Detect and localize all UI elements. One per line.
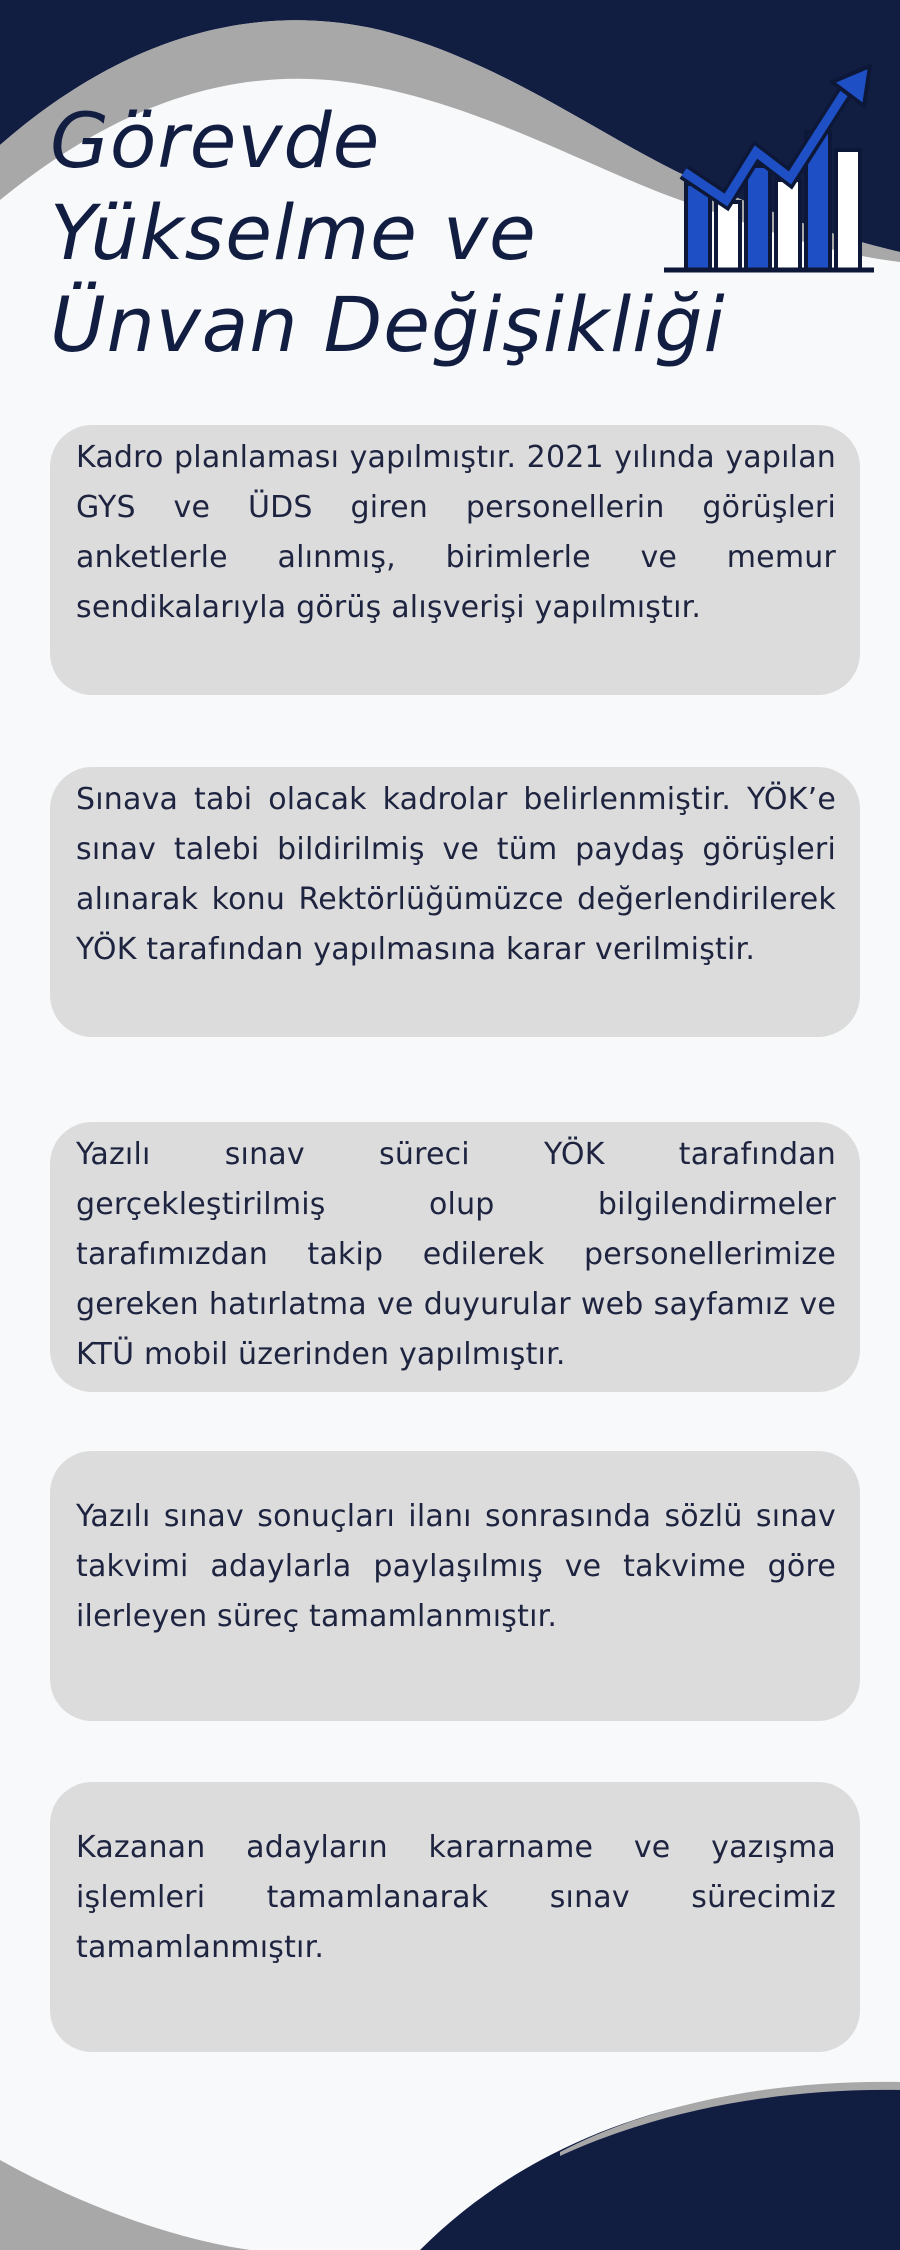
info-card-4 xyxy=(50,1451,860,1721)
title-line-1: Görevde xyxy=(50,96,381,185)
card-4-text: Yazılı sınav sonuçları ilanı sonrasında sözlü sınav takvimi adaylarla paylaşılmış ve takvime göre ilerleyen süreç tamamlanmıştır. xyxy=(76,1499,836,1634)
info-card-5 xyxy=(50,1782,860,2052)
info-card-2 xyxy=(50,767,860,1037)
info-card-1 xyxy=(50,425,860,695)
title-line-2: Yükselme ve xyxy=(50,188,537,277)
card-5-text: Kazanan adayların kararname ve yazışma işlemleri tamamlanarak sınav sürecimiz tamamlanmıştır. xyxy=(76,1830,836,1965)
growth-chart-icon xyxy=(664,62,874,274)
card-2-text: Sınava tabi olacak kadrolar belirlenmiştir. YÖK’e sınav talebi bildirilmiş ve tüm paydaş görüşleri alınarak konu Rektörlüğümüzce değerlendirilerek YÖK tarafından yapılmasına karar verilmiştir. xyxy=(76,782,836,967)
bottom-gray-swoosh xyxy=(0,2160,250,2250)
info-card-3 xyxy=(50,1122,860,1392)
bottom-navy-wave xyxy=(420,2087,900,2250)
title-line-3: Ünvan Değişikliği xyxy=(50,280,726,369)
card-1-text: Kadro planlaması yapılmıştır. 2021 yılında yapılan GYS ve ÜDS giren personellerin görüşleri anketlerle alınmış, birimlerle ve memur sendikalarıyla görüş alışverişi yapılmıştır. xyxy=(76,440,836,625)
card-3-text: Yazılı sınav süreci YÖK tarafından gerçekleştirilmiş olup bilgilendirmeler tarafımızdan takip edilerek personellerimize gereken hatırlatma ve duyurular web sayfamız ve KTÜ mobil üzerinden yapılmıştır. xyxy=(76,1137,836,1372)
page-title xyxy=(50,95,726,371)
